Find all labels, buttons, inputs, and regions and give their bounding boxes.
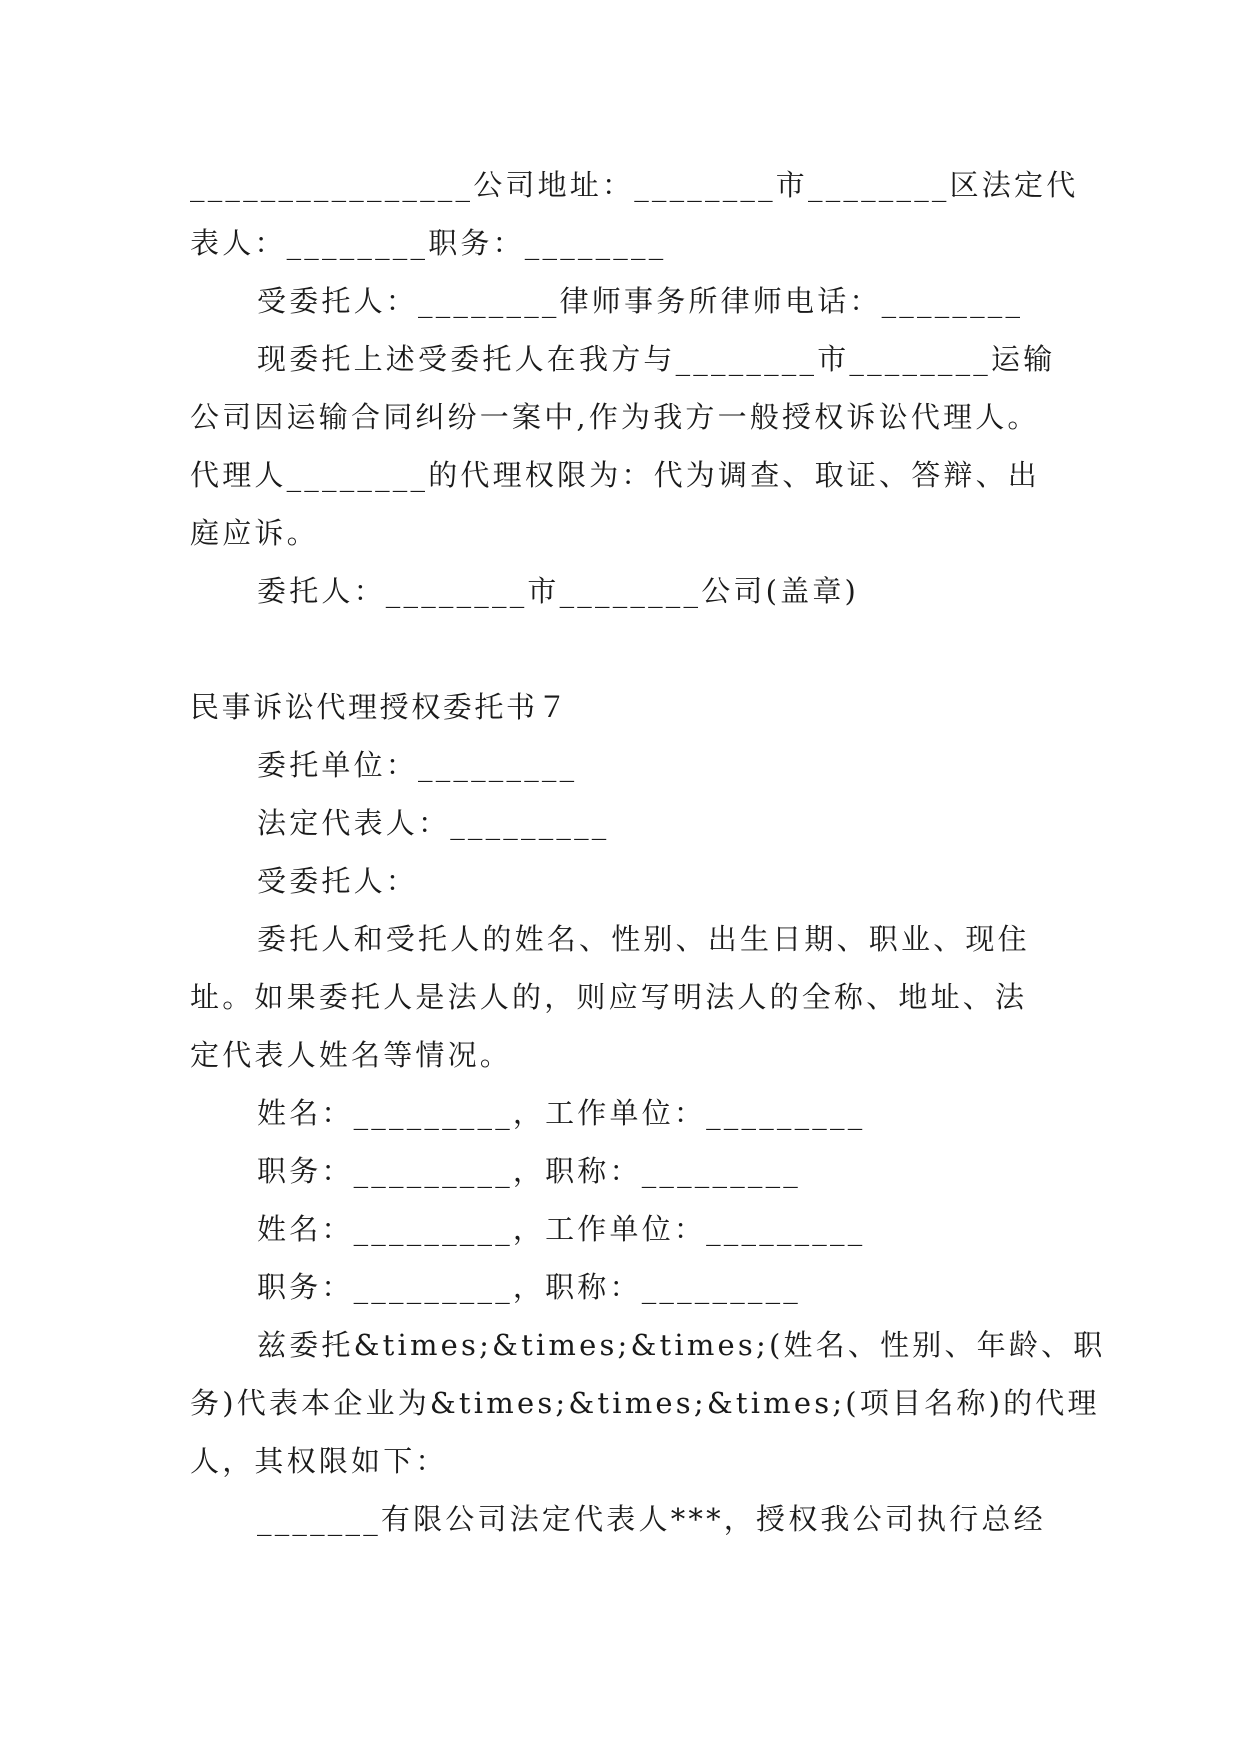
text-line: 受委托人： [257, 864, 419, 898]
text-line: 姓名：_________，工作单位：_________ [257, 1096, 866, 1130]
section-7 [190, 678, 1106, 1548]
text-line: 人，其权限如下： [190, 1444, 448, 1478]
text-line: 现委托上述受委托人在我方与________市________运输 [257, 342, 1056, 376]
text-line: 委托人和受托人的姓名、性别、出生日期、职业、现住 [257, 922, 1030, 956]
text-line: 法定代表人：_________ [257, 806, 610, 840]
section-gap [190, 620, 1056, 678]
document-page [190, 156, 1106, 1548]
text-line: 姓名：_________，工作单位：_________ [257, 1212, 866, 1246]
text-line: _______有限公司法定代表人***，授权我公司执行总经 [257, 1502, 1046, 1536]
text-line: 址。如果委托人是法人的，则应写明法人的全称、地址、法 [190, 980, 1028, 1014]
text-line: 职务：_________，职称：_________ [257, 1154, 802, 1188]
text-line: 兹委托&times;&times;&times;(姓名、性别、年龄、职 [257, 1328, 1106, 1362]
text-line: 代理人________的代理权限为：代为调查、取证、答辩、出 [190, 458, 1041, 492]
text-line: 务)代表本企业为&times;&times;&times;(项目名称)的代理 [190, 1386, 1100, 1420]
text-line: 表人：________职务：________ [190, 226, 667, 260]
text-line: 定代表人姓名等情况。 [190, 1038, 513, 1072]
text-line: 委托单位：_________ [257, 748, 578, 782]
text-line: 公司因运输合同纠纷一案中,作为我方一般授权诉讼代理人。 [190, 400, 1040, 434]
text-line: 庭应诉。 [190, 516, 319, 550]
text-line: 职务：_________，职称：_________ [257, 1270, 802, 1304]
section-title: 民事诉讼代理授权委托书７ [190, 690, 570, 724]
text-line: ________________公司地址：________市________区法定代 [190, 168, 1079, 202]
text-line: 受委托人：________律师事务所律师电话：________ [257, 284, 1024, 318]
section-6 [190, 156, 1079, 620]
text-line: 委托人：________市________公司(盖章) [257, 574, 860, 608]
